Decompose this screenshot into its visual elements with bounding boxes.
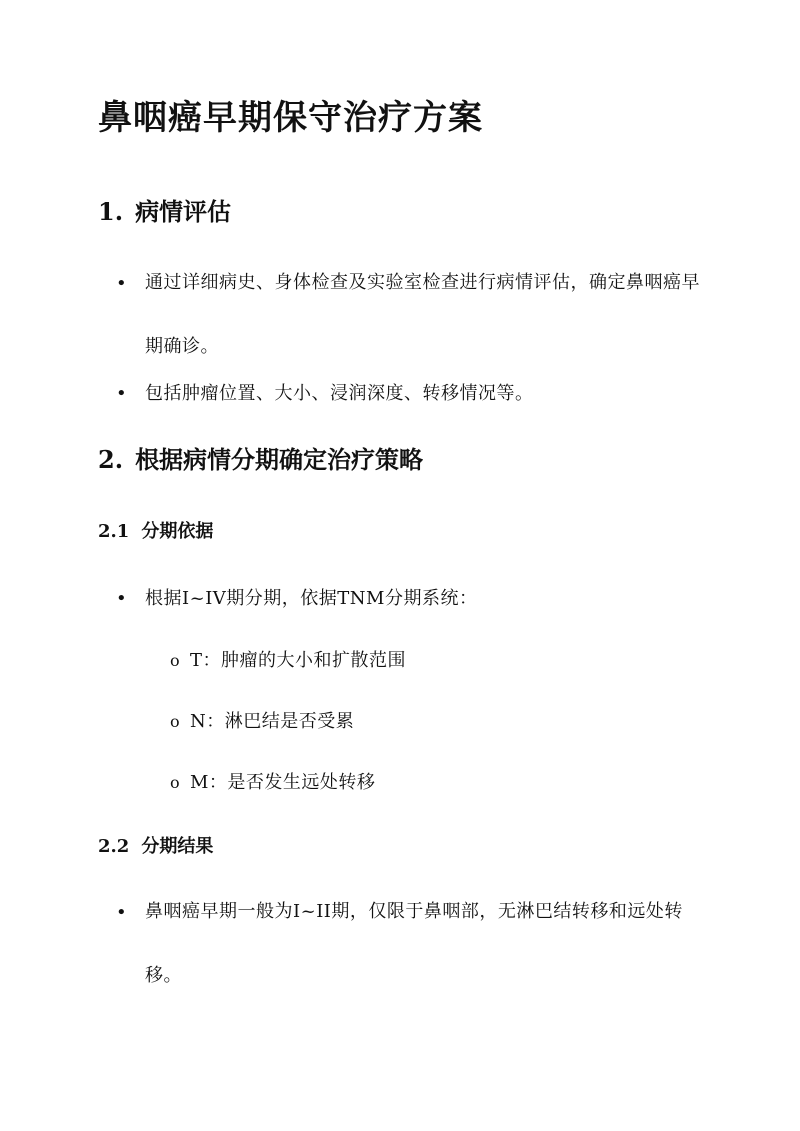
subsection-2-1-number: 2.1 [98,521,130,542]
subsection-2-1-bullet: 根据I~IV期分期，依据TNM分期系统： [145,588,478,609]
section-1-heading [98,196,231,228]
subsection-2-2-number: 2.2 [98,836,130,857]
subsection-2-1-heading [98,519,213,545]
section-1-bullet-1: 通过详细病史、身体检查及实验室检查进行病情评估，确定鼻咽癌早期确诊。 [145,272,700,357]
bullet-marker: • [116,588,127,609]
bullet-marker: • [116,273,127,294]
sub-bullet-marker: o [170,773,180,792]
tnm-item-t: T：肿瘤的大小和扩散范围 [190,650,407,671]
tnm-item-m: M：是否发生远处转移 [190,772,376,793]
section-1-bullet-2: 包括肿瘤位置、大小、浸润深度、转移情况等。 [145,383,534,404]
bullet-marker: • [116,383,127,404]
tnm-item-n: N：淋巴结是否受累 [190,711,355,732]
section-1-number: 1. [98,197,124,226]
section-2-number: 2. [98,445,124,474]
subsection-2-2-heading [98,834,213,860]
section-1-title: 病情评估 [135,197,232,226]
sub-bullet-marker: o [170,712,180,731]
sub-bullet-marker: o [170,651,180,670]
bullet-marker: • [116,902,127,923]
subsection-2-2-title: 分期结果 [141,836,214,857]
subsection-2-2-bullet: 鼻咽癌早期一般为I~II期，仅限于鼻咽部，无淋巴结转移和远处转移。 [145,901,683,986]
subsection-2-1-title: 分期依据 [141,521,214,542]
document-title: 鼻咽癌早期保守治疗方案 [98,98,483,138]
section-2-heading [98,444,423,476]
section-2-title: 根据病情分期确定治疗策略 [135,445,424,474]
